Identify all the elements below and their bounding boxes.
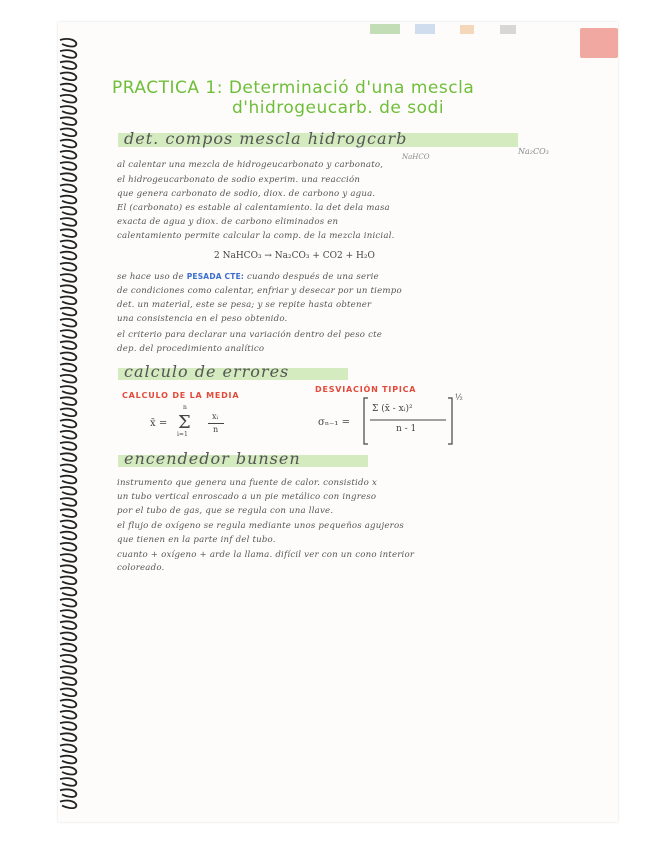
spiral-ring — [60, 453, 76, 461]
spiral-ring — [60, 341, 76, 349]
spiral-ring — [60, 409, 76, 417]
spiral-ring — [60, 73, 76, 81]
section3-heading: encendedor bunsen — [124, 449, 301, 468]
p2-prefix: se hace uso de — [117, 272, 187, 282]
desv-num: Σ (x̄ - xᵢ)² — [372, 404, 413, 414]
spiral-ring — [60, 532, 76, 540]
spiral-ring — [60, 689, 76, 697]
spiral-ring — [60, 319, 76, 327]
p2-line5: el criterio para declarar una variación dentro del peso cte — [117, 330, 383, 340]
spiral-ring — [60, 577, 76, 585]
sigma-icon: Σ — [178, 412, 191, 433]
desv-lhs: σₙ₋₁ = — [318, 417, 350, 428]
spiral-ring — [60, 621, 76, 629]
spiral-ring — [60, 722, 76, 730]
spiral-ring — [60, 185, 76, 193]
spiral-ring — [60, 778, 76, 786]
spiral-ring — [60, 297, 76, 305]
p2-line1 — [117, 272, 379, 282]
pesada-cte-label: PESADA CTE: — [186, 272, 245, 281]
p1-line1: al calentar una mezcla de hidrogeucarbonato y carbonato, — [117, 160, 384, 170]
spiral-ring — [60, 745, 76, 753]
p3-line2: un tubo vertical enroscado a un pie metálico con ingreso — [117, 492, 377, 502]
desv-den: n - 1 — [396, 424, 417, 434]
spiral-ring — [60, 711, 76, 719]
p1-line2: el hidrogeucarbonato de sodio experim. una reacción — [117, 175, 361, 185]
p3-line7: coloreado. — [117, 563, 165, 573]
spiral-ring — [60, 162, 76, 170]
spiral-ring — [60, 700, 76, 708]
p1-line6: calentamiento permite calcular la comp. de la mezcla inicial. — [117, 231, 395, 241]
spiral-ring — [60, 789, 76, 797]
spiral-ring — [60, 610, 76, 618]
spiral-ring — [60, 364, 76, 372]
spiral-ring — [60, 677, 76, 685]
p3-line3: por el tubo de gas, que se regula con una llave. — [117, 506, 334, 516]
p3-line6: cuanto + oxígeno + arde la llama. difícil ver con un cono interior — [117, 550, 415, 560]
annotation-nahco: NaHCO — [402, 153, 430, 161]
spiral-ring — [60, 375, 76, 383]
p1-line4: El (carbonato) es estable al calentamiento. la det dela masa — [117, 203, 390, 213]
spiral-ring — [60, 801, 76, 809]
spiral-ring — [60, 274, 76, 282]
spiral-ring — [60, 95, 76, 103]
spiral-ring — [60, 129, 76, 137]
spiral-ring — [60, 599, 76, 607]
spiral-ring — [60, 252, 76, 260]
desv-tipica-label: DESVIACIÓN TIPICA — [315, 385, 417, 394]
spiral-ring — [60, 218, 76, 226]
media-frac-num: xᵢ — [212, 412, 219, 421]
spiral-ring — [60, 241, 76, 249]
spiral-ring — [60, 263, 76, 271]
spiral-ring — [60, 509, 76, 517]
reaction-equation: 2 NaHCO₃ → Na₂CO₃ + CO2 + H₂O — [214, 251, 375, 261]
next-page-edge — [80, 22, 580, 36]
spiral-ring — [60, 498, 76, 506]
p3-line1: instrumento que genera una fuente de calor. consistido x — [117, 478, 378, 488]
media-sum-bottom: i=1 — [177, 431, 188, 438]
media-sum-top: n — [183, 404, 187, 411]
p1-line5: exacta de agua y diox. de carbono eliminados en — [117, 217, 339, 227]
spiral-ring — [60, 397, 76, 405]
spiral-binding — [56, 36, 82, 816]
spiral-ring — [60, 330, 76, 338]
spiral-ring — [60, 476, 76, 484]
pink-sticky-tab — [580, 28, 618, 58]
spiral-ring — [60, 117, 76, 125]
spiral-ring — [60, 151, 76, 159]
spiral-ring — [60, 565, 76, 573]
p2-line6: dep. del procedimiento analítico — [117, 344, 265, 354]
media-label: CALCULO DE LA MEDIA — [122, 391, 240, 400]
p2-line2: de condiciones como calentar, enfriar y desecar por un tiempo — [117, 286, 402, 296]
spiral-ring — [60, 442, 76, 450]
spiral-ring — [60, 554, 76, 562]
spiral-ring — [60, 666, 76, 674]
spiral-ring — [60, 173, 76, 181]
spiral-ring — [60, 487, 76, 495]
spiral-ring — [60, 386, 76, 394]
spiral-ring — [60, 431, 76, 439]
spiral-ring — [60, 655, 76, 663]
spiral-ring — [60, 39, 76, 47]
spiral-ring — [60, 229, 76, 237]
p3-line5: que tienen en la parte inf del tubo. — [117, 535, 276, 545]
spiral-ring — [60, 756, 76, 764]
spiral-ring — [60, 521, 76, 529]
p2-line1-rest: cuando después de una serie — [247, 272, 379, 282]
p1-line3: que genera carbonato de sodio, diox. de carbono y agua. — [117, 189, 376, 199]
desv-exp: ½ — [455, 393, 463, 402]
spiral-ring — [60, 308, 76, 316]
spiral-ring — [60, 588, 76, 596]
spiral-ring — [60, 140, 76, 148]
spiral-ring — [60, 50, 76, 58]
p3-line4: el flujo de oxígeno se regula mediante unos pequeños agujeros — [117, 521, 404, 531]
media-lhs: x̄ = — [150, 418, 168, 429]
p2-line3: det. un material, este se pesa; y se repite hasta obtener — [117, 300, 372, 310]
spiral-ring — [60, 106, 76, 114]
media-frac-den: n — [213, 425, 219, 434]
spiral-ring — [60, 285, 76, 293]
spiral-ring — [60, 420, 76, 428]
spiral-ring — [60, 733, 76, 741]
p2-line4: una consistencia en el peso obtenido. — [117, 314, 288, 324]
spiral-ring — [60, 207, 76, 215]
spiral-ring — [60, 61, 76, 69]
spiral-ring — [60, 633, 76, 641]
spiral-ring — [60, 196, 76, 204]
page-title-line1: PRACTICA 1: Determinació d'una mescla — [112, 78, 475, 98]
spiral-ring — [60, 84, 76, 92]
spiral-ring — [60, 644, 76, 652]
spiral-ring — [60, 543, 76, 551]
annotation-na2co3: Na₂CO₃ — [518, 147, 549, 156]
media-frac-bar — [208, 423, 224, 424]
section2-heading: calculo de errores — [124, 362, 290, 381]
spiral-ring — [60, 465, 76, 473]
spiral-ring — [60, 353, 76, 361]
spiral-ring — [60, 767, 76, 775]
section1-heading: det. compos mescla hidrogcarb — [124, 129, 408, 148]
page-title-line2: d'hidrogeucarb. de sodi — [232, 98, 445, 118]
